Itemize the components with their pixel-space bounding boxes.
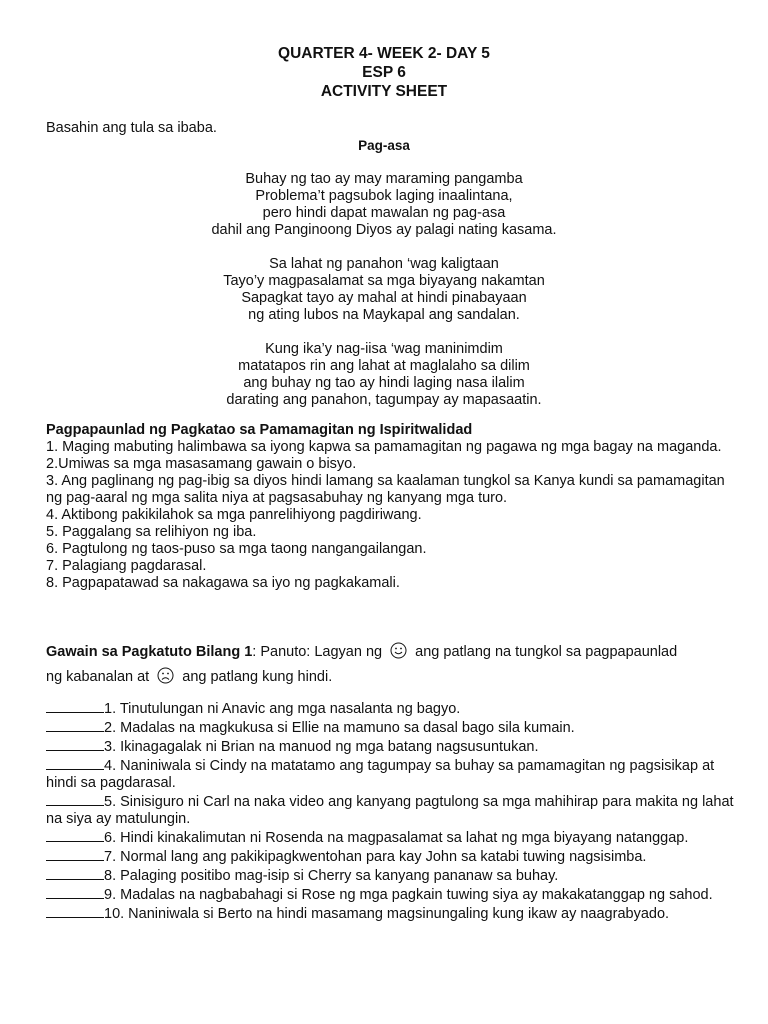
answer-blank[interactable]: [46, 885, 104, 899]
question-text: 6. Hindi kinakalimutan ni Rosenda na magpasalamat sa lahat ng mga biyayang natanggap.: [104, 830, 689, 846]
question-item: [46, 885, 736, 904]
question-text: 2. Madalas na magkukusa si Ellie na mamuno sa dasal bago sila kumain.: [104, 720, 575, 736]
poem-line: Buhay ng tao ay may maraming pangamba: [245, 171, 523, 187]
poem-line: ng ating lubos na Maykapal ang sandalan.: [248, 307, 520, 323]
instruction-text: ng kabanalan at: [46, 669, 150, 685]
answer-blank[interactable]: [46, 792, 104, 806]
question-item: [46, 866, 736, 885]
poem-line: matatapos rin ang lahat at maglalaho sa dilim: [238, 358, 530, 374]
instruction-text: : Panuto: Lagyan ng: [252, 644, 383, 660]
sad-face-icon: [157, 667, 174, 691]
activity-instructions: [46, 641, 736, 691]
question-item: [46, 904, 736, 923]
poem: [0, 137, 768, 426]
question-text: 9. Madalas na nagbabahagi si Rose ng mga pagkain tuwing siya ay makakatanggap ng sahod.: [104, 887, 713, 903]
poem-stanza: [0, 256, 768, 324]
poem-line: Tayo’y magpasalamat sa mga biyayang nakamtan: [223, 273, 545, 289]
poem-line: pero hindi dapat mawalan ng pag-asa: [262, 205, 506, 221]
list-item: 4. Aktibong pakikilahok sa mga panrelihiyong pagdiriwang.: [46, 507, 422, 523]
poem-line: Kung ika’y nag-iisa ‘wag maninimdim: [265, 341, 503, 357]
question-item: [46, 756, 736, 792]
instruction-text: ang patlang kung hindi.: [182, 669, 333, 685]
question-text: 1. Tinutulungan ni Anavic ang mga nasalanta ng bagyo.: [104, 701, 461, 717]
document-header: [0, 44, 768, 101]
question-text: 8. Palaging positibo mag-isip si Cherry sa kanyang pananaw sa buhay.: [104, 868, 559, 884]
list-item: 1. Maging mabuting halimbawa sa iyong kapwa sa pamamagitan ng pagawa ng mga bagay na maganda.: [46, 439, 722, 455]
poem-title: Pag-asa: [358, 138, 410, 153]
poem-line: Sa lahat ng panahon ‘wag kaligtaan: [269, 256, 499, 272]
answer-blank[interactable]: [46, 699, 104, 713]
poem-stanza: [0, 341, 768, 409]
question-text: 10. Naniniwala si Berto na hindi masamang magsinungaling kung ikaw ay naagrabyado.: [104, 906, 670, 922]
answer-blank[interactable]: [46, 847, 104, 861]
list-item: 8. Pagpapatawad sa nakagawa sa iyo ng pagkakamali.: [46, 575, 400, 591]
question-item: [46, 847, 736, 866]
header-quarter-week-day: QUARTER 4- WEEK 2- DAY 5: [278, 45, 490, 62]
poem-line: ang buhay ng tao ay hindi laging nasa ilalim: [243, 375, 525, 391]
poem-line: Sapagkat tayo ay mahal at hindi pinabayaan: [241, 290, 527, 306]
list-item: 3. Ang paglinang ng pag-ibig sa diyos hindi lamang sa kaalaman tungkol sa Kanya kundi sa pamamagitan ng pag-aaral ng mga salita niya at pagsasabuhay ng kanyang mga turo.: [46, 473, 725, 506]
question-item: [46, 718, 736, 737]
question-text: 5. Sinisiguro ni Carl na naka video ang kanyang pagtulong sa mga mahihirap para makita ng lahat na siya ay matulungin.: [46, 794, 734, 827]
list-item: 6. Pagtulong ng taos-puso sa mga taong nangangailangan.: [46, 541, 427, 557]
spirituality-section: [46, 422, 736, 592]
question-list: [46, 699, 736, 923]
question-text: 7. Normal lang ang pakikipagkwentohan para kay John sa katabi tuwing nagsisimba.: [104, 849, 647, 865]
question-item: [46, 792, 736, 828]
answer-blank[interactable]: [46, 718, 104, 732]
list-item: 2.Umiwas sa mga masasamang gawain o bisyo.: [46, 456, 357, 472]
intro-instruction: Basahin ang tula sa ibaba.: [46, 120, 217, 136]
poem-line: darating ang panahon, tagumpay ay mapasaatin.: [226, 392, 542, 408]
activity-label: Gawain sa Pagkatuto Bilang 1: [46, 644, 253, 660]
list-item: 5. Paggalang sa relihiyon ng iba.: [46, 524, 257, 540]
list-item: 7. Palagiang pagdarasal.: [46, 558, 207, 574]
header-activity-sheet: ACTIVITY SHEET: [320, 83, 448, 100]
question-text: 4. Naniniwala si Cindy na matatamo ang tagumpay sa buhay sa pamamagitan ng pagsisikap at hindi sa pagdarasal.: [46, 758, 715, 791]
poem-stanza: [0, 171, 768, 239]
answer-blank[interactable]: [46, 866, 104, 880]
question-item: [46, 737, 736, 756]
header-subject: ESP 6: [362, 64, 406, 81]
answer-blank[interactable]: [46, 737, 104, 751]
poem-line: dahil ang Panginoong Diyos ay palagi nating kasama.: [211, 222, 557, 238]
section-title: Pagpapaunlad ng Pagkatao sa Pamamagitan ng Ispiritwalidad: [46, 422, 473, 438]
answer-blank[interactable]: [46, 756, 104, 770]
instruction-text: ang patlang na tungkol sa pagpapaunlad: [415, 644, 678, 660]
smiley-face-icon: [390, 642, 407, 666]
question-item: [46, 699, 736, 718]
answer-blank[interactable]: [46, 904, 104, 918]
answer-blank[interactable]: [46, 828, 104, 842]
poem-line: Problema’t pagsubok laging inaalintana,: [255, 188, 513, 204]
question-text: 3. Ikinagagalak ni Brian na manuod ng mga batang nagsusuntukan.: [104, 739, 539, 755]
question-item: [46, 828, 736, 847]
